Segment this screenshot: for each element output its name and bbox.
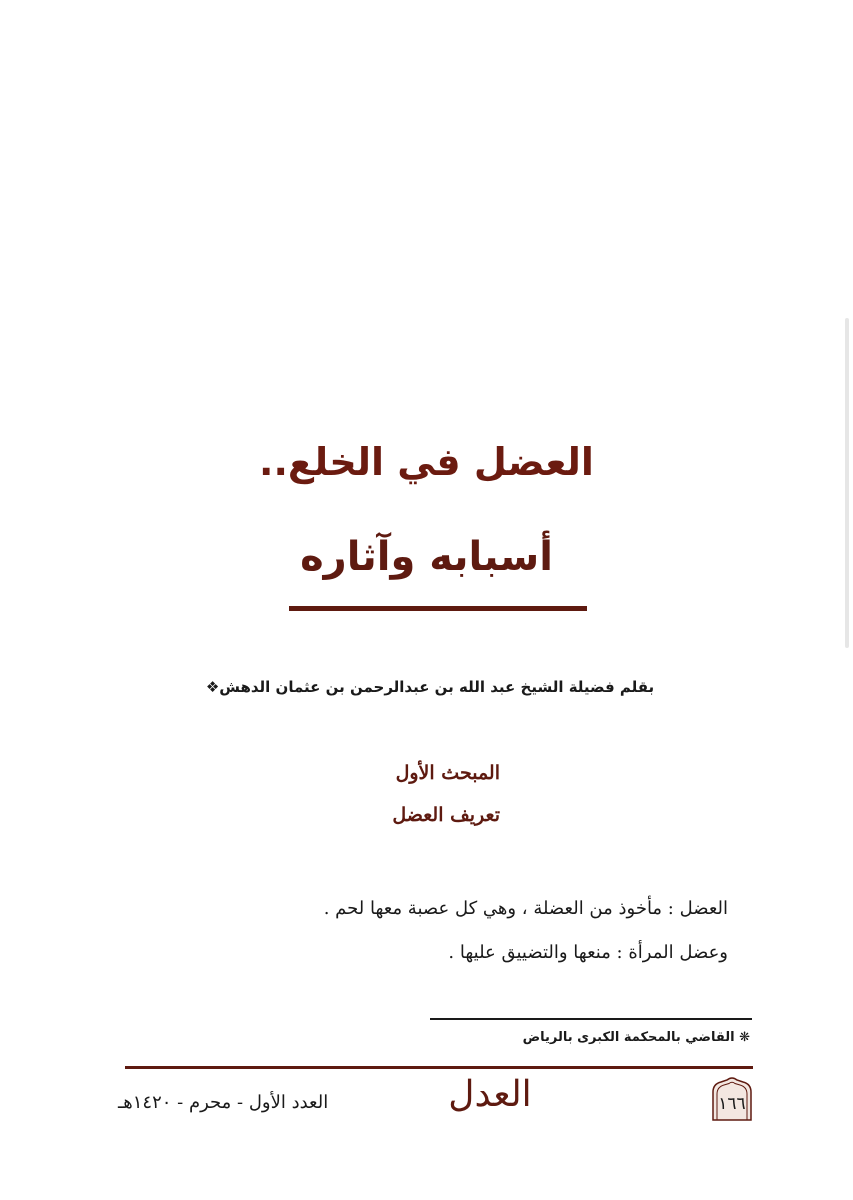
- footer-divider: [125, 1066, 753, 1069]
- journal-logo: العدل: [448, 1074, 532, 1115]
- author-footnote: ❋ القاضي بالمحكمة الكبرى بالرياض: [522, 1030, 750, 1045]
- article-title-line1: العضل في الخلع..: [259, 440, 594, 484]
- body-paragraph: العضل : مأخوذ من العضلة ، وهي كل عصبة معها لحم .: [323, 898, 728, 919]
- article-title-line2: أسبابه وآثاره: [300, 534, 553, 580]
- issue-info: العدد الأول - محرم - ١٤٢٠هـ: [118, 1092, 329, 1113]
- section-subheading: تعريف العضل: [392, 804, 500, 826]
- section-heading: المبحث الأول: [395, 762, 500, 784]
- title-underline: [289, 606, 587, 611]
- body-paragraph: وعضل المرأة : منعها والتضييق عليها .: [448, 942, 728, 963]
- page-number-badge: [711, 1076, 753, 1121]
- footnote-divider: [430, 1018, 752, 1020]
- page-number: ١٦٦: [718, 1094, 746, 1114]
- author-byline: بقلم فضيلة الشيخ عبد الله بن عبدالرحمن بن عثمان الدهش❖: [205, 678, 655, 696]
